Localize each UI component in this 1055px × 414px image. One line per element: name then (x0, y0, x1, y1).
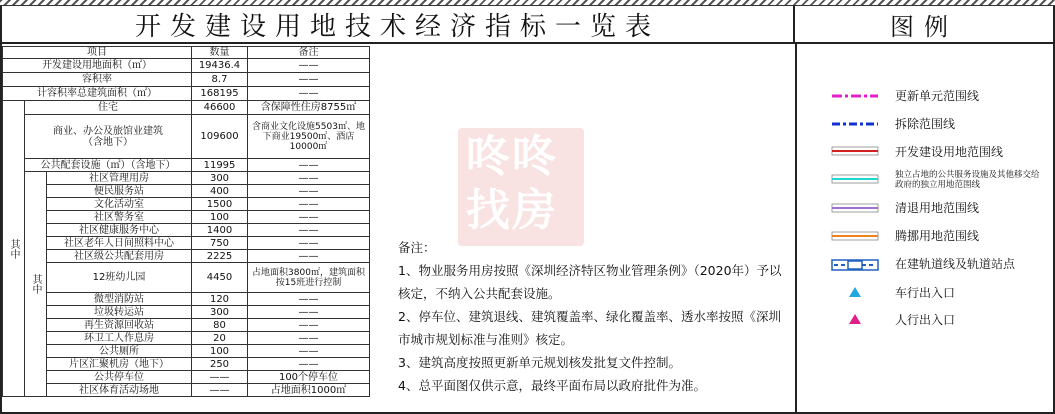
header-qty: 数量 (192, 47, 248, 59)
table-row: 便民服务站 400 —— (3, 185, 370, 198)
legend-symbols (828, 80, 888, 340)
legend-label: 更新单元范围线 (895, 89, 980, 103)
table-row: 公共厕所 100 —— (3, 345, 370, 358)
table-row: 其中 住宅 46600 含保障性住房8755㎡ (3, 101, 370, 115)
legend-label: 清退用地范围线 (895, 201, 980, 215)
notes-section (398, 236, 793, 397)
table-row: 其中 社区管理用房 300 —— (3, 172, 370, 185)
note-item: 3、建筑高度按照更新单元规划核发批复文件控制。 (398, 355, 681, 370)
indicator-table (2, 46, 370, 397)
legend-title-box (795, 6, 1053, 44)
table-row: 容积率 8.7 —— (3, 73, 370, 87)
watermark-logo: 咚咚 找房 (466, 131, 558, 236)
legend-label: 腾挪用地范围线 (895, 229, 980, 243)
legend-label: 拆除范围线 (895, 117, 956, 131)
note-item: 1、物业服务用房按照《深圳经济特区物业管理条例》（2020年）予以核定，不纳入公共配套设施。 (398, 263, 782, 301)
table-row: 开发建设用地面积（㎡） 19436.4 —— (3, 59, 370, 73)
legend-label: 开发建设用地范围线 (895, 145, 1004, 159)
legend-title: 图例 (890, 12, 958, 41)
table-row: 计容积率总建筑面积（㎡） 168195 —— (3, 87, 370, 101)
table-row: 环卫工人作息房 20 —— (3, 332, 370, 345)
table-row: 社区老年人日间照料中心 750 —— (3, 237, 370, 250)
note-item: 4、总平面图仅供示意，最终平面布局以政府批件为准。 (398, 378, 706, 393)
table-header-row (3, 47, 370, 59)
notes-heading: 备注： (398, 240, 436, 255)
table-row: 文化活动室 1500 —— (3, 198, 370, 211)
table-row: 微型消防站 120 —— (3, 293, 370, 306)
table-row: 社区级公共配套用房 2225 —— (3, 250, 370, 263)
table-row: 12班幼儿园 4450 占地面积3800㎡，建筑面积按15班进行控制 (3, 263, 370, 293)
table-row: 商业、办公及旅馆业建筑（含地下） 109600 含商业文化设施5503㎡、地下商业19500㎡、酒店10000㎡ (3, 115, 370, 159)
table-row: 社区体育活动场地 —— 占地面积1000㎡ (3, 384, 370, 397)
rail-station-icon (848, 261, 862, 269)
vehicle-entrance-icon (849, 287, 861, 297)
table-row: 再生资源回收站 80 —— (3, 319, 370, 332)
title-box (2, 6, 795, 44)
header-item: 项目 (3, 47, 192, 59)
table-row: 公共配套设施（㎡）（含地下） 11995 —— (3, 159, 370, 172)
note-item: 2、停车位、建筑退线、建筑覆盖率、绿化覆盖率、透水率按照《深圳市城市规划标准与准则》核定。 (398, 309, 781, 347)
page-title: 开发建设用地技术经济指标一览表 (134, 11, 660, 42)
header-note: 备注 (248, 47, 370, 59)
legend-label: 车行出入口 (895, 286, 956, 300)
table-row: 垃圾转运站 300 —— (3, 306, 370, 319)
group-label: 其中 (3, 101, 25, 397)
table-row: 公共停车位 —— 100个停车位 (3, 371, 370, 384)
table-row: 社区健康服务中心 1400 —— (3, 224, 370, 237)
table-row: 社区警务室 100 —— (3, 211, 370, 224)
legend-label: 人行出入口 (895, 313, 956, 327)
legend-label: 独立占地的公共服务设施及其他移交给政府的独立用地范围线 (895, 170, 1040, 190)
legend-label: 在建轨道线及轨道站点 (895, 257, 1016, 271)
section-divider (795, 44, 797, 414)
table-row: 片区汇聚机房（地下） 250 —— (3, 358, 370, 371)
pedestrian-entrance-icon (849, 314, 861, 324)
sub-group-label: 其中 (25, 172, 47, 397)
